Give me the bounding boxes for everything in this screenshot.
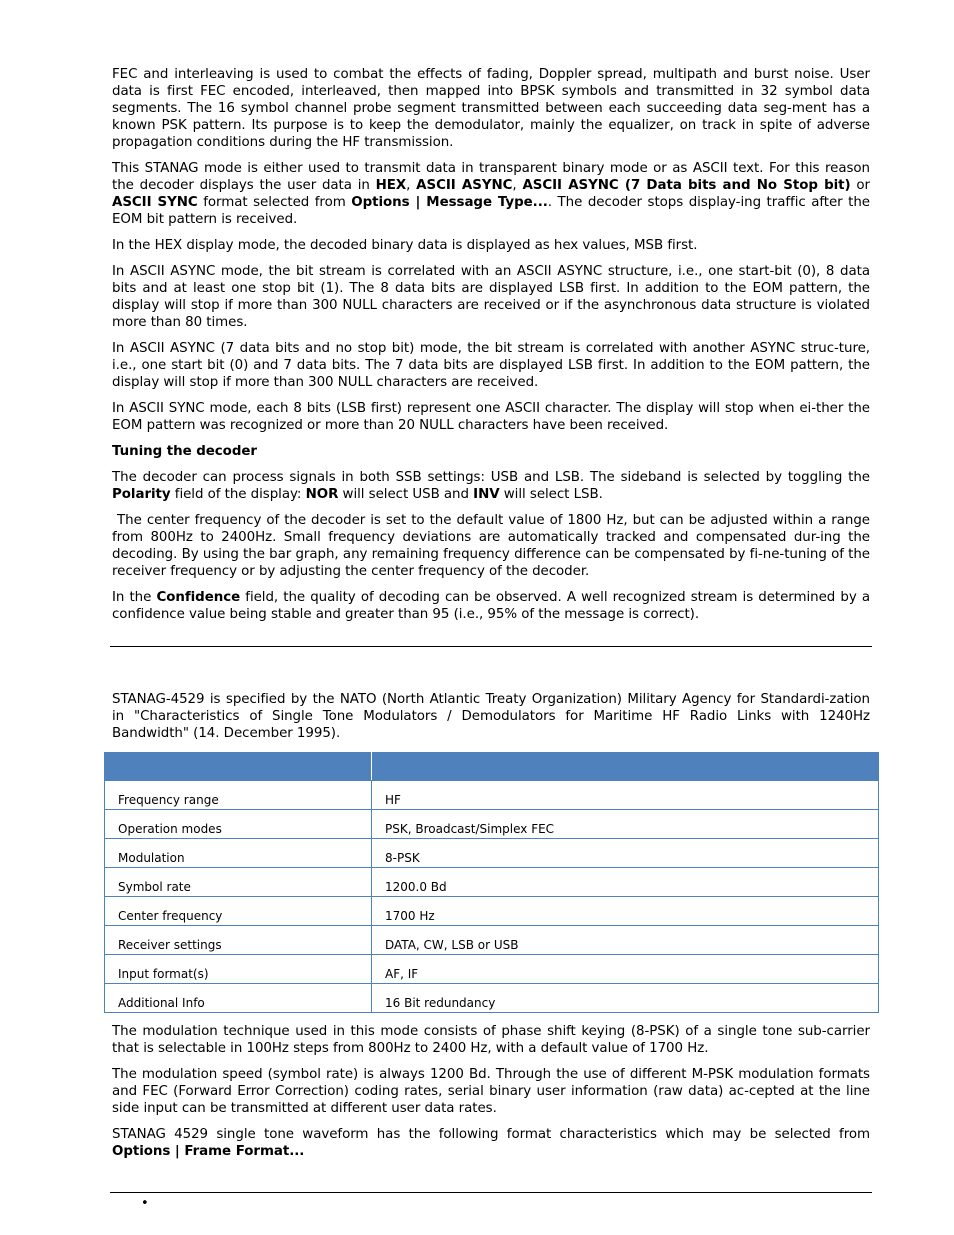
- ascii-async-keyword: ASCII ASYNC: [416, 178, 513, 193]
- paragraph-stanag-mode: [112, 160, 870, 228]
- lower-text-block: [112, 1023, 870, 1169]
- cell-text: Symbol rate: [118, 880, 191, 894]
- spec-header-right: [372, 753, 879, 781]
- text-run: ,: [406, 178, 417, 193]
- spec-value: [372, 810, 879, 839]
- spec-label: [105, 984, 372, 1013]
- spec-value: [372, 839, 879, 868]
- paragraph-fec: FEC and interleaving is used to combat the effects of fading, Doppler spread, multipath and burst noise. User data is first FEC encoded, interleaved, then mapped into BPSK symbols and transmitted in 32 symbol data segments. The 16 symbol channel probe segment transmitted between each succeeding data seg-ment has a known PSK pattern. Its purpose is to keep the demodulator, mainly the equalizer, on track in spite of adverse propagation conditions during the HF transmission.: [112, 67, 870, 150]
- message-type-menu-path: Options | Message Type...: [351, 195, 548, 210]
- section-heading-tuning: Tuning the decoder: [112, 444, 257, 459]
- paragraph-ascii-async7: In ASCII ASYNC (7 data bits and no stop bit) mode, the bit stream is correlated with another ASYNC struc-ture, i.e., one start bit (0) and 7 data bits. The 7 data bits are displayed LSB first. In addition to the EOM pattern, the display will stop if more than 300 NULL characters are received.: [112, 341, 870, 390]
- cell-text: DATA, CW, LSB or USB: [385, 938, 519, 952]
- polarity-keyword: Polarity: [112, 487, 171, 502]
- cell-text: PSK, Broadcast/Simplex FEC: [385, 822, 555, 836]
- upper-text-block: [112, 66, 875, 632]
- cell-text: Modulation: [118, 851, 185, 865]
- spec-label: [105, 781, 372, 810]
- cell-text: 16 Bit redundancy: [385, 996, 496, 1010]
- cell-text: AF, IF: [385, 967, 419, 981]
- spec-label: [105, 839, 372, 868]
- spec-value: [372, 781, 879, 810]
- text-run: field of the display:: [170, 487, 306, 502]
- spec-table-header: [105, 753, 879, 781]
- text-run: will select USB and: [338, 487, 474, 502]
- spec-value: [372, 897, 879, 926]
- cell-text: HF: [385, 793, 401, 807]
- text-run: In the: [112, 590, 157, 605]
- frame-format-menu-path: Options | Frame Format...: [112, 1144, 305, 1159]
- cell-text: Center frequency: [118, 909, 223, 923]
- spec-label: [105, 868, 372, 897]
- spec-header-left: [105, 753, 372, 781]
- spec-table: [104, 752, 879, 1013]
- table-row: [105, 926, 879, 955]
- ascii-async7-keyword: ASCII ASYNC (7 Data bits and No Stop bit): [522, 178, 851, 193]
- cell-text: Operation modes: [118, 822, 222, 836]
- spec-label: [105, 810, 372, 839]
- table-row: [105, 984, 879, 1013]
- paragraph-frame-format: [112, 1126, 870, 1160]
- paragraph-stanag-intro: STANAG-4529 is specified by the NATO (North Atlantic Treaty Organization) Military Agency for Standardi-zation in "Characteristics of Single Tone Modulators / Demodulators for Maritime HF Radio Links with 1240Hz Bandwidth" (14. December 1995).: [112, 692, 870, 741]
- spec-value: [372, 926, 879, 955]
- cell-text: Input format(s): [118, 967, 209, 981]
- footer-divider: [110, 1192, 872, 1193]
- table-row: [105, 781, 879, 810]
- text-run: format selected from: [197, 195, 352, 210]
- confidence-keyword: Confidence: [156, 590, 241, 605]
- text-run: . The decoder stops display-ing traffic after the EOM bit pattern is received.: [112, 195, 870, 227]
- spec-value: [372, 955, 879, 984]
- paragraph-center-frequency: The center frequency of the decoder is set to the default value of 1800 Hz, but can be adjusted within a range from 800Hz to 2400Hz. Small frequency deviations are automatically tracked and compensated dur-ing the decoding. By using the bar graph, any remaining frequency difference can be compensated by fi-ne-tuning of the receiver frequency or by adjusting the center frequency of the decoder.: [112, 513, 875, 579]
- cell-text: Additional Info: [118, 996, 205, 1010]
- text-run: The decoder can process signals in both SSB settings: USB and LSB. The sideband is selected by toggling the: [112, 470, 870, 485]
- spec-label: [105, 955, 372, 984]
- footer-bullet: •: [141, 1196, 149, 1211]
- cell-text: 1700 Hz: [385, 909, 435, 923]
- cell-text: Receiver settings: [118, 938, 222, 952]
- cell-text: 1200.0 Bd: [385, 880, 447, 894]
- cell-text: Frequency range: [118, 793, 219, 807]
- intro-block: [112, 691, 870, 751]
- text-run: field, the quality of decoding can be observed. A well recognized stream is determined by a confidence value being stable and greater than 95 (i.e., 95% of the message is correct).: [112, 590, 870, 622]
- text-run: will select LSB.: [499, 487, 603, 502]
- section-divider: [110, 646, 872, 647]
- ascii-sync-keyword: ASCII SYNC: [112, 195, 198, 210]
- paragraph-polarity: [112, 469, 870, 503]
- cell-text: 8-PSK: [385, 851, 420, 865]
- spec-label: [105, 897, 372, 926]
- text-run: This STANAG mode is either used to transmit data in transparent binary mode or as ASCII text. For this reason the decoder displays the user data in: [112, 161, 870, 193]
- table-row: [105, 868, 879, 897]
- inv-keyword: INV: [473, 487, 500, 502]
- paragraph-ascii-sync: In ASCII SYNC mode, each 8 bits (LSB first) represent one ASCII character. The display will stop when ei-ther the EOM pattern was recognized or more than 20 NULL characters have been received.: [112, 401, 870, 433]
- paragraph-modulation: The modulation technique used in this mode consists of phase shift keying (8-PSK) of a single tone sub-carrier that is selectable in 100Hz steps from 800Hz to 2400 Hz, with a default value of 1700 Hz.: [112, 1024, 870, 1056]
- table-row: [105, 839, 879, 868]
- text-run: or: [850, 178, 871, 193]
- text-run: ,: [512, 178, 523, 193]
- paragraph-ascii-async: In ASCII ASYNC mode, the bit stream is correlated with an ASCII ASYNC structure, i.e., one start-bit (0), 8 data bits and at least one stop bit (1). The 8 data bits are displayed LSB first. In addition to the EOM pattern, the display will stop if more than 300 NULL characters are received or if the asynchronous data structure is violated more than 80 times.: [112, 264, 870, 330]
- table-row: [105, 897, 879, 926]
- spec-label: [105, 926, 372, 955]
- table-row: [105, 955, 879, 984]
- hex-keyword: HEX: [375, 178, 407, 193]
- paragraph-confidence: [112, 589, 870, 623]
- table-row: [105, 810, 879, 839]
- text-run: STANAG 4529 single tone waveform has the following format characteristics which may be selected from: [112, 1127, 870, 1142]
- spec-value: [372, 984, 879, 1013]
- paragraph-hex-mode: In the HEX display mode, the decoded binary data is displayed as hex values, MSB first.: [112, 238, 698, 253]
- nor-keyword: NOR: [305, 487, 339, 502]
- spec-value: [372, 868, 879, 897]
- paragraph-symbol-rate: The modulation speed (symbol rate) is always 1200 Bd. Through the use of different M-PSK modulation formats and FEC (Forward Error Correction) coding rates, serial binary user information (raw data) ac-cepted at the line side input can be transmitted at different user data rates.: [112, 1067, 870, 1116]
